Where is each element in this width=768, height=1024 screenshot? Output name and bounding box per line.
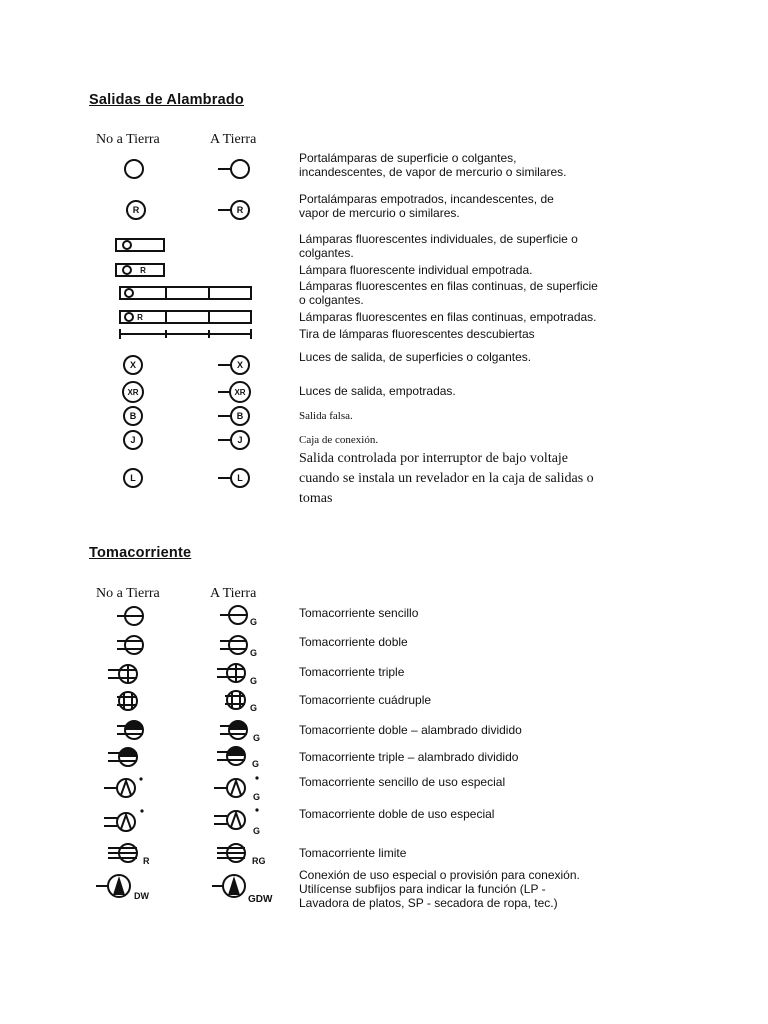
desc-outlet-2: Tomacorriente doble [299, 635, 408, 649]
suffix-g-4: G [250, 703, 258, 713]
letter-r-fluor: R [140, 266, 146, 275]
suffix-g-3: G [250, 676, 258, 686]
desc-wiring-2: Portalámparas empotrados, incandescentes, de vapor de mercurio o similares. [299, 192, 554, 220]
letter-xr: XR [127, 388, 139, 397]
section-title-outlets: Tomacorriente [89, 545, 192, 561]
desc-outlet-9: Tomacorriente limite [299, 846, 407, 860]
letter-j: J [130, 435, 136, 445]
letter-b-ground: B [236, 411, 244, 421]
desc-outlet-5: Tomacorriente doble – alambrado dividido [299, 723, 522, 737]
desc-wiring-1: Portalámparas de superficie o colgantes, incandescentes, de vapor de mercurio o similares. [299, 151, 567, 179]
desc-wiring-10: Salida falsa. [299, 410, 353, 422]
desc-wiring-3: Lámparas fluorescentes individuales, de superficie o colgantes. [299, 232, 578, 260]
desc-wiring-11: Caja de conexión. [299, 434, 379, 446]
letter-j-ground: J [237, 435, 243, 445]
suffix-rg: RG [252, 856, 266, 866]
letter-l: L [130, 473, 136, 483]
desc-outlet-8: Tomacorriente doble de uso especial [299, 807, 495, 821]
desc-outlet-1: Tomacorriente sencillo [299, 606, 419, 620]
desc-outlet-7: Tomacorriente sencillo de uso especial [299, 775, 506, 789]
desc-outlet-3: Tomacorriente triple [299, 665, 405, 679]
suffix-g-7: G [253, 792, 261, 802]
desc-wiring-5: Lámparas fluorescentes en filas continuas, de superficie o colgantes. [299, 279, 598, 307]
letter-r: R [132, 205, 140, 215]
letter-xr-ground: XR [234, 388, 246, 397]
suffix-g-1: G [250, 617, 258, 627]
letter-l-ground: L [237, 473, 243, 483]
section-title-wiring: Salidas de Alambrado [89, 92, 244, 108]
suffix-g-8: G [253, 826, 261, 836]
letter-b: B [129, 411, 137, 421]
suffix-g-2: G [250, 648, 258, 658]
desc-outlet-4: Tomacorriente cuádruple [299, 693, 432, 707]
desc-outlet-10: Conexión de uso especial o provisión para conexión. Utilícense subfijos para indicar la función (LP - Lavadora de platos, SP - secadora de ropa, tec.) [299, 868, 580, 910]
letter-r-ground: R [236, 205, 244, 215]
desc-wiring-8: Luces de salida, de superficies o colgantes. [299, 350, 532, 364]
desc-outlet-6: Tomacorriente triple – alambrado dividido [299, 750, 519, 764]
desc-wiring-9: Luces de salida, empotradas. [299, 384, 456, 398]
suffix-g-5: G [253, 733, 261, 743]
desc-wiring-12: Salida controlada por interruptor de bajo voltaje cuando se instala un revelador en la caja de salidas o tomas [299, 451, 594, 506]
column-header-ground: A Tierra [210, 132, 257, 147]
desc-wiring-7: Tira de lámparas fluorescentes descubiertas [299, 327, 535, 341]
letter-x: X [129, 360, 137, 370]
column-header-ground-2: A Tierra [210, 586, 257, 601]
column-header-no-ground-2: No a Tierra [96, 586, 160, 601]
suffix-gdw: GDW [248, 894, 273, 905]
desc-wiring-4: Lámpara fluorescente individual empotrada. [299, 263, 533, 277]
suffix-dw: DW [134, 891, 149, 901]
letter-r-row: R [137, 313, 143, 322]
letter-x-ground: X [236, 360, 244, 370]
suffix-g-6: G [252, 759, 260, 769]
column-header-no-ground: No a Tierra [96, 132, 160, 147]
desc-wiring-6: Lámparas fluorescentes en filas continuas, empotradas. [299, 310, 597, 324]
suffix-r: R [143, 856, 150, 866]
